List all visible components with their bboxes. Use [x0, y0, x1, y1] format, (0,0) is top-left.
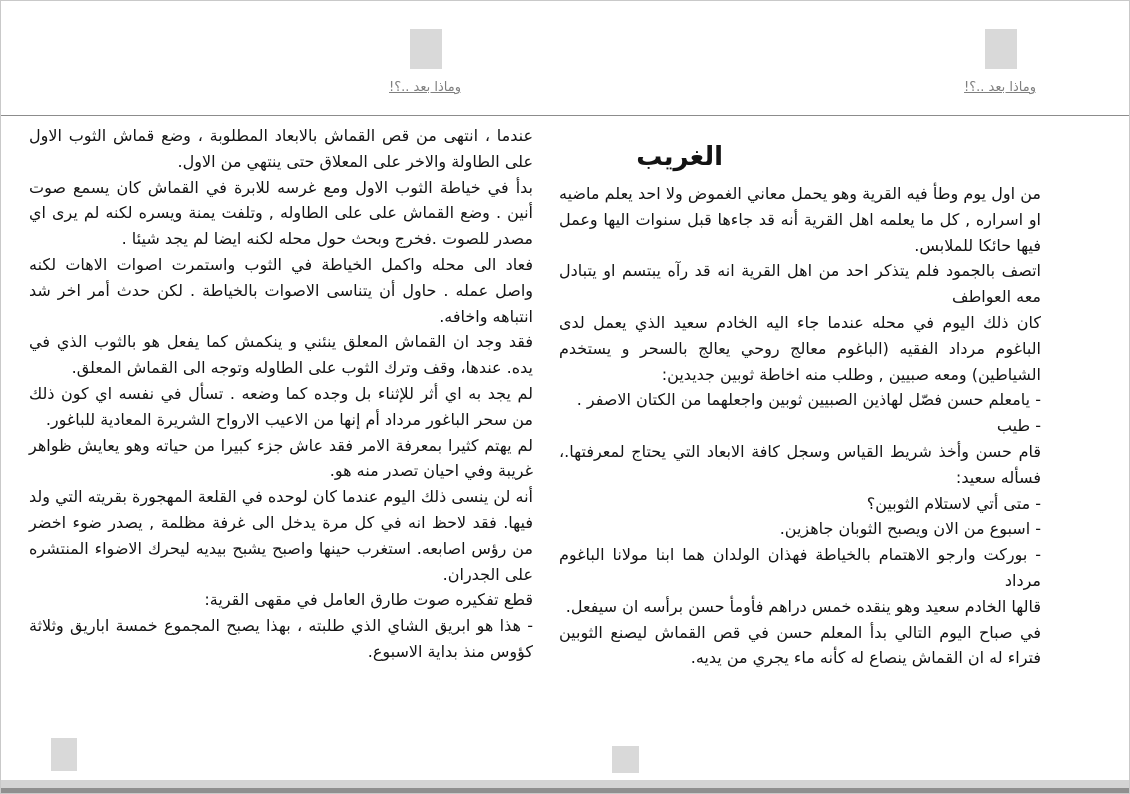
paragraph: فعاد الى محله واكمل الخياطة في الثوب واستمرت اصوات الاهات لكنه واصل عمله . حاول أن يتناسى الاصوات بالخياطة . لكن حدث أمر اخر شد انتباهه واخافه.	[29, 254, 533, 326]
paragraph: - يامعلم حسن فصّل لهاذين الصبيين ثوبين واجعلهما من الكتان الاصفر .	[576, 390, 1041, 410]
paragraph: قام حسن وأخذ شريط القياس وسجل كافة الابعاد التي يحتاج لمعرفتها.، فسأله سعيد:	[559, 441, 1041, 487]
paragraph: فقد وجد ان القماش المعلق ينئني و ينكمش كما يفعل هو بالثوب الذي في يده. عندها، وقف وترك الثوب على الطاوله وتوجه الى القماش المعلق.	[29, 332, 533, 378]
paragraph: - بوركت وارجو الاهتمام بالخياطة فهذان الولدان هما ابنا مولانا الباغوم مرداد	[559, 545, 1041, 590]
paragraph: - اسبوع من الان ويصبح الثوبان جاهزين.	[779, 519, 1041, 539]
paragraph: قالها الخادم سعيد وهو ينقده خمس دراهم فأومأ حسن برأسه ان سيفعل.	[565, 596, 1041, 616]
bottom-strip-dark	[1, 788, 1130, 794]
story-title: الغريب	[636, 142, 723, 172]
paragraph: - طيب	[996, 416, 1041, 436]
paragraph: - متى أتي لاستلام الثوبين؟	[866, 493, 1041, 513]
paragraph: لم يجد به اي أثر للإثناء بل وجده كما وضعه . تسأل في نفسه اي كون ذلك من سحر الباغور مرداد أم إنها من الاعيب الارواح الشريرة المعادية للباغور.	[29, 383, 533, 429]
page-left-body	[29, 123, 533, 665]
page-right	[559, 139, 1041, 671]
page-right-body	[559, 181, 1041, 671]
paragraph: اتصف بالجمود فلم يتذكر احد من اهل القرية انه قد رآه يبتسم او يتبادل معه العواطف	[559, 261, 1041, 307]
page-left	[29, 123, 533, 665]
paragraph: - هذا هو ابريق الشاي الذي طلبته ، بهذا يصبح المجموع خمسة اباريق وثلاثة كؤوس منذ بداية الاسبوع.	[29, 616, 533, 661]
paragraph: من اول يوم وطأ فيه القرية وهو يحمل معاني الغموض ولا احد يعلم ماضيه او اسراره , كل ما يعلمه اهل القرية أنه قد جاءها قبل سنوات اليها وعمل فيها حائكا للملابس.	[559, 184, 1041, 255]
paragraph: بدأ في خياطة الثوب الاول ومع غرسه للابرة في القماش كان يسمع صوت أنين . وضع القماش على على الطاوله , وتلفت يمنة ويسره لكنه لم يرى اي مصدر للصوت .فخرج وبحث حول محله لكنه ايضا لم يجد شيئا .	[29, 177, 533, 249]
paragraph: قطع تفكيره صوت طارق العامل في مقهى القرية:	[204, 590, 533, 610]
running-header-right-page: وماذا بعد ..؟!	[964, 80, 1036, 95]
running-header-left-page: وماذا بعد ..؟!	[389, 80, 461, 95]
bottom-strip-light	[1, 780, 1130, 788]
footer-shade-mark-left	[51, 738, 77, 771]
paragraph: عندما ، انتهى من قص القماش بالابعاد المطلوبة ، وضع قماش الثوب الاول على الطاولة والاخر على المعلاق حتى ينتهي من الاول.	[29, 126, 533, 171]
paragraph: في صباح اليوم التالي بدأ المعلم حسن في قص القماش ليصنع الثوبين فتراء له ان القماش ينصاع له كأنه ماء يجري من يديه.	[559, 622, 1041, 668]
header-shade-mark-right-page	[985, 29, 1017, 69]
footer-shade-mark-middle	[612, 746, 639, 773]
header-shade-mark-left-page	[410, 29, 442, 69]
paragraph: كان ذلك اليوم في محله عندما جاء اليه الخادم سعيد الذي يعمل لدى الباغوم مرداد الفقيه (الباغوم معالج روحي يعالج بالسحر و يستخدم الشياطين) ومعه صبيين , وطلب منه اخاطة ثوبين جديدين:	[559, 312, 1041, 384]
header-rule	[1, 115, 1130, 116]
paragraph: أنه لن ينسى ذلك اليوم عندما كان لوحده في القلعة المهجورة بقريته التي ولد فيها. فقد لاحظ انه في كل مرة يدخل الى غرفة مظلمة , يصدر ضوء اخضر من رؤس اصابعه. استغرب حينها واصبح يشبح بيديه ليحرك الاضواء المنتشره على الجدران.	[29, 487, 533, 584]
paragraph: لم يهتم كثيرا بمعرفة الامر فقد عاش جزء كبيرا من حياته وهو يعايش ظواهر غريبة وفي احيان تصدر منه هو.	[29, 435, 533, 481]
